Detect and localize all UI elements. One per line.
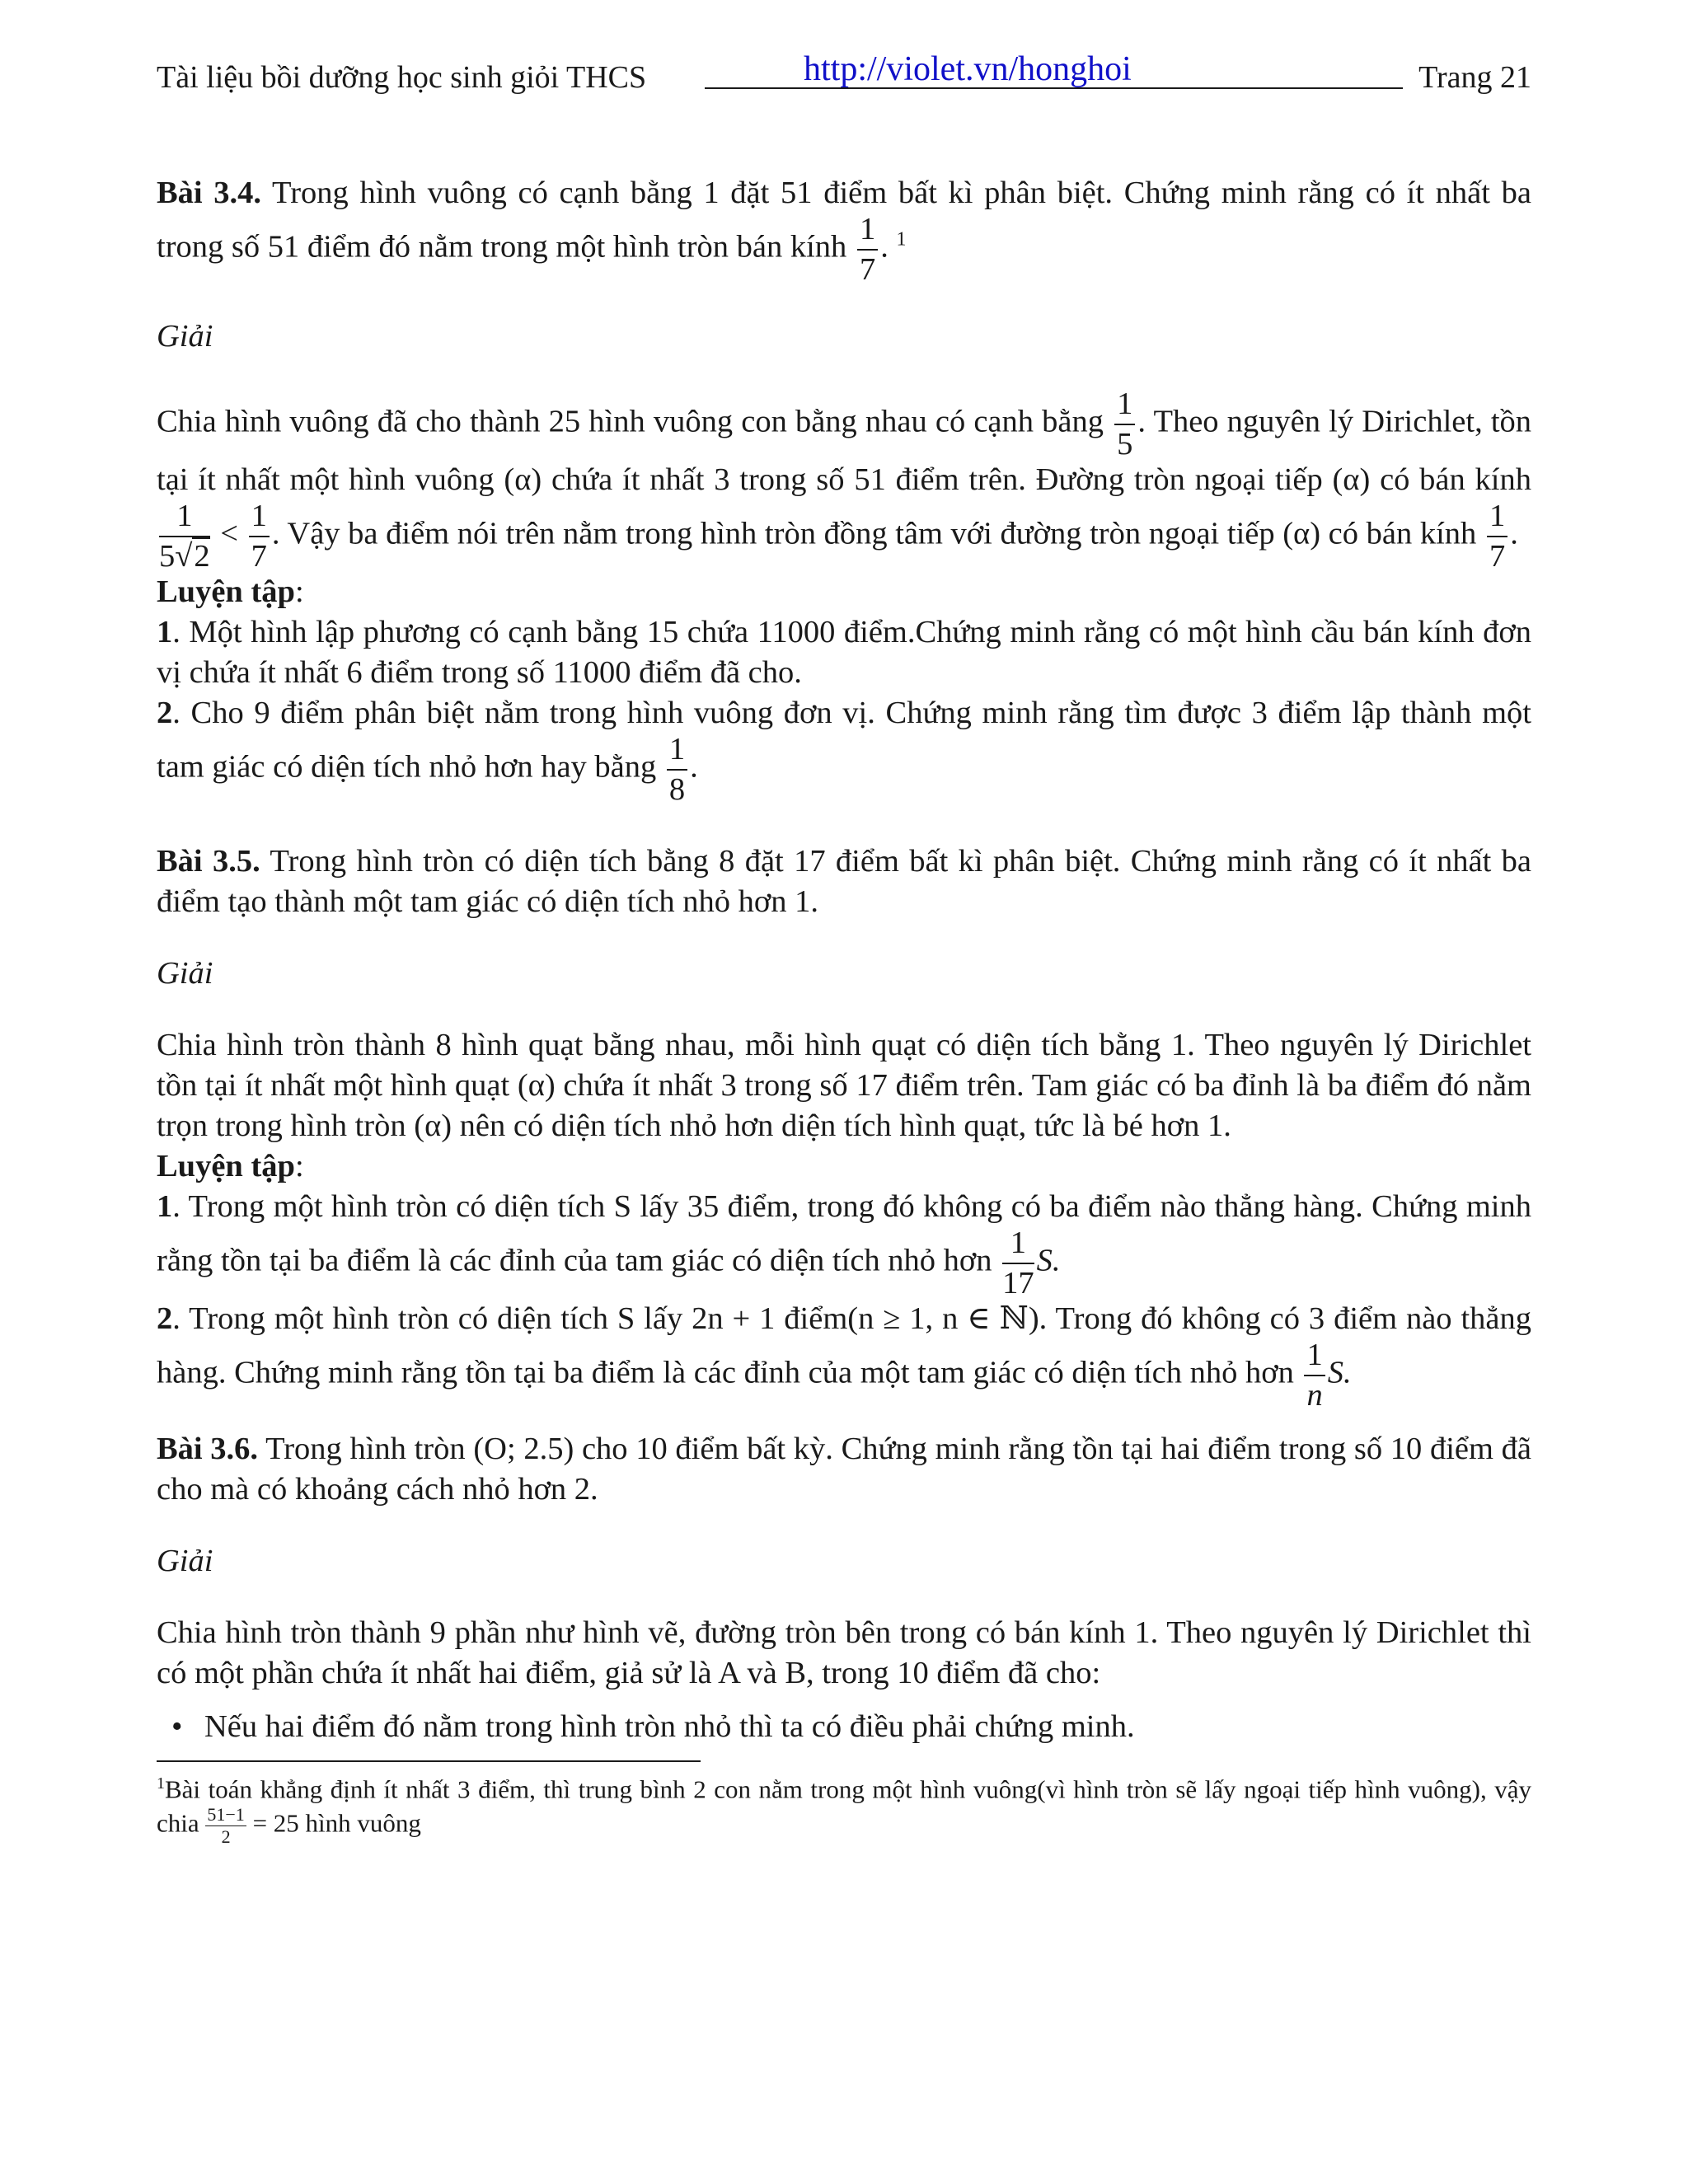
- problem-label: Bài 3.6.: [157, 1432, 259, 1466]
- document-body: [157, 173, 1531, 1846]
- list-item: • Nếu hai điểm đó nằm trong hình tròn nhỏ thì ta có điều phải chứng minh.: [204, 1707, 1531, 1747]
- document-page: [157, 49, 1531, 1846]
- practice-exercise: 2. Trong một hình tròn có diện tích S lấy 2n + 1 điểm(n ≥ 1, n ∈ ℕ). Trong đó không có 3 điểm nào thẳng hàng. Chứng minh rằng tồn tại ba điểm là các đỉnh của một tam giác có diện tích nhỏ hơn $\frac{1}{n}$ S.: [157, 1301, 1531, 1413]
- fraction: $\frac{1}{7}$: [1487, 500, 1507, 572]
- practice-exercise: 2. Cho 9 điểm phân biệt nằm trong hình vuông đơn vị. Chứng minh rằng tìm được 3 điểm lập thành một tam giác có diện tích nhỏ hơn hay bằng $\frac{1}{8}$ .: [157, 696, 1531, 807]
- problem-3-6: [157, 1429, 1531, 1510]
- practice-exercise: 1. Một hình lập phương có cạnh bằng 15 chứa 11000 điểm.Chứng minh rằng có một hình cầu bán kính đơn vị chứa ít nhất 6 điểm trong số 11000 điểm đã cho.: [157, 615, 1531, 690]
- bullet-icon: •: [171, 1709, 183, 1744]
- footnote-mark[interactable]: 1: [896, 228, 907, 251]
- problem-3-5: [157, 841, 1531, 922]
- fraction: $\frac{1}{5}$: [1114, 388, 1135, 460]
- practice-heading: Luyện tập:: [157, 574, 304, 609]
- case-list: [157, 1707, 1531, 1747]
- fraction: $\frac{1}{n}$: [1304, 1339, 1325, 1411]
- fraction: $\frac{51-1}{2}$: [207, 1804, 245, 1848]
- header-title: Tài liệu bồi dưỡng học sinh giỏi THCS: [157, 60, 647, 95]
- solution-text: Chia hình tròn thành 8 hình quạt bằng nhau, mỗi hình quạt có diện tích bằng 1. Theo nguyên lý Dirichlet tồn tại ít nhất một hình quạt (α) chứa ít nhất 3 trong số 17 điểm trên. Tam giác có ba đỉnh là ba điểm đó nằm trọn trong hình tròn (α) nên có diện tích nhỏ hơn diện tích hình quạt, tức là bé hơn 1.: [157, 1028, 1531, 1143]
- page-header: [157, 49, 1531, 97]
- problem-text: Trong hình vuông có cạnh bằng 1 đặt 51 điểm bất kì phân biệt. Chứng minh rằng có ít nhất ba trong số 51 điểm đó nằm trong một hình tròn bán kính: [157, 176, 1531, 265]
- problem-label: Bài 3.4.: [157, 176, 262, 210]
- solution-text: Chia hình vuông đã cho thành 25 hình vuông con bằng nhau có cạnh bằng $\frac{1}{5}$ . Theo nguyên lý Dirichlet, tồn tại ít nhất một hình vuông (α) chứa ít nhất 3 trong số 51 điểm trên. Đường tròn ngoại tiếp (α) có bán kính $\frac{1}{5√2}$ < $\frac{1}{7}$ . Vậy ba điểm nói trên nằm trong hình tròn đồng tâm với đường tròn ngoại tiếp (α) có bán kính $\frac{1}{7}$ .: [157, 387, 1532, 574]
- problem-3-4: Bài 3.4. Trong hình vuông có cạnh bằng 1 đặt 51 điểm bất kì phân biệt. Chứng minh rằng có ít nhất ba trong số 51 điểm đó nằm trong một hình tròn bán kính $\frac{1}{7}$ . $^1$: [157, 176, 1531, 287]
- solution-text: Chia hình tròn thành 9 phần như hình vẽ, đường tròn bên trong có bán kính 1. Theo nguyên lý Dirichlet thì có một phần chứa ít nhất hai điểm, giả sử là A và B, trong 10 điểm đã cho:: [157, 1615, 1531, 1690]
- problem-text: Trong hình tròn (O; 2.5) cho 10 điểm bất kỳ. Chứng minh rằng tồn tại hai điểm trong số 10 điểm đã cho mà có khoảng cách nhỏ hơn 2.: [157, 1432, 1531, 1507]
- fraction: $\frac{1}{7}$: [857, 213, 878, 285]
- problem-text: Trong hình tròn có diện tích bằng 8 đặt 17 điểm bất kì phân biệt. Chứng minh rằng có ít nhất ba điểm tạo thành một tam giác có diện tích nhỏ hơn 1.: [157, 844, 1531, 919]
- problem-label: Bài 3.5.: [157, 844, 260, 879]
- practice-heading: Luyện tập:: [157, 1149, 304, 1183]
- footnote-rule: [157, 1760, 701, 1762]
- solution-heading: Giải: [157, 319, 213, 354]
- solution-heading: Giải: [157, 1544, 213, 1578]
- fraction: $\frac{1}{7}$: [249, 500, 270, 572]
- header-url-link[interactable]: http://violet.vn/honghoi: [804, 50, 1132, 88]
- footnote: $^1$Bài toán khẳng định ít nhất 3 điểm, thì trung bình 2 con nằm trong một hình vuông(vì hình tròn sẽ lấy ngoại tiếp hình vuông), vậy chia $\frac{51-1}{2}$ = 25 hình vuông: [157, 1774, 1531, 1848]
- page-number: Trang 21: [1418, 60, 1531, 95]
- fraction: $\frac{1}{17}$: [1002, 1226, 1034, 1301]
- practice-exercise: 1. Trong một hình tròn có diện tích S lấy 35 điểm, trong đó không có ba điểm nào thẳng hàng. Chứng minh rằng tồn tại ba điểm là các đỉnh của tam giác có diện tích nhỏ hơn $\frac{1}{17}$ S.: [157, 1189, 1531, 1301]
- solution-heading: Giải: [157, 956, 213, 991]
- fraction: $\frac{1}{8}$: [667, 733, 687, 805]
- fraction: $\frac{1}{5√2}$: [159, 499, 210, 574]
